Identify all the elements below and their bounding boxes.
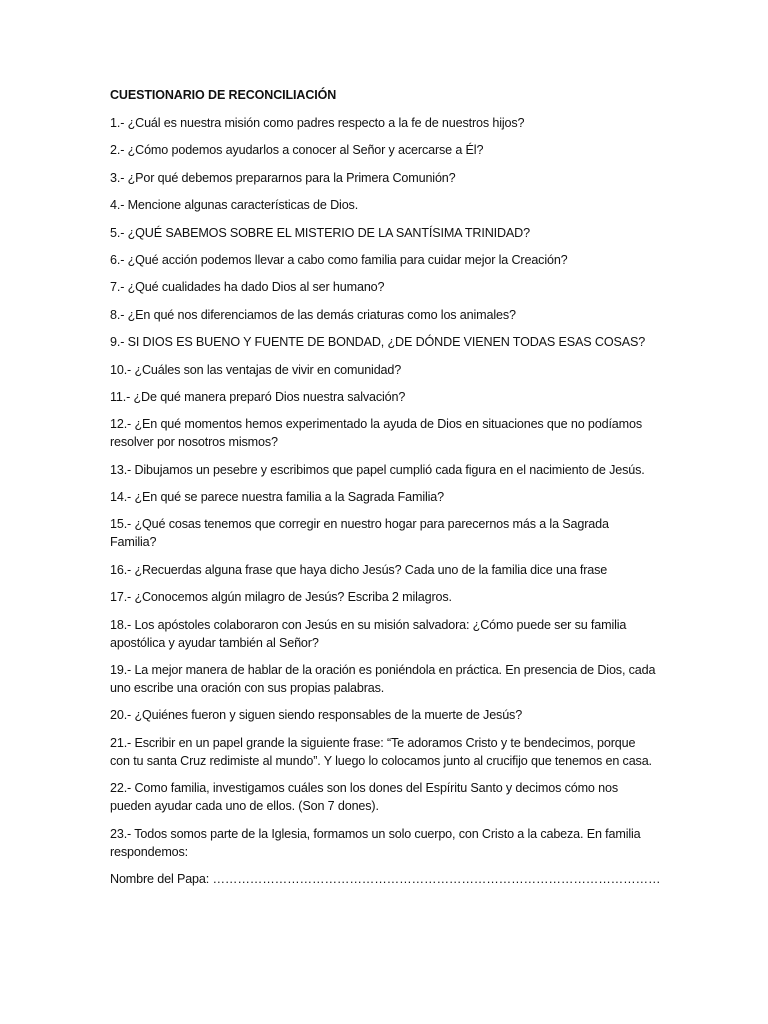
question-14: 14.- ¿En qué se parece nuestra familia a la Sagrada Familia? (110, 490, 445, 505)
question-5: 5.- ¿QUÉ SABEMOS SOBRE EL MISTERIO DE LA SANTÍSIMA TRINIDAD? (110, 225, 530, 240)
question-13: 13.- Dibujamos un pesebre y escribimos que papel cumplió cada figura en el nacimiento de Jesús. (110, 462, 645, 477)
question-8: 8.- ¿En qué nos diferenciamos de las demás criaturas como los animales? (110, 307, 516, 322)
question-2: 2.- ¿Cómo podemos ayudarlos a conocer al Señor y acercarse a Él? (110, 143, 484, 158)
question-12: 12.- ¿En qué momentos hemos experimentado la ayuda de Dios en situaciones que no podíamos resolver por nosotros mismos? (110, 417, 643, 450)
question-3: 3.- ¿Por qué debemos prepararnos para la Primera Comunión? (110, 170, 456, 185)
question-23: 23.- Todos somos parte de la Iglesia, formamos un solo cuerpo, con Cristo a la cabeza. En familia respondemos: (110, 826, 641, 859)
question-22: 22.- Como familia, investigamos cuáles son los dones del Espíritu Santo y decimos cómo nos pueden ayudar cada uno de ellos. (Son 7 dones). (110, 781, 618, 814)
question-1: 1.- ¿Cuál es nuestra misión como padres respecto a la fe de nuestros hijos? (110, 116, 525, 130)
question-10: 10.- ¿Cuáles son las ventajas de vivir en comunidad? (110, 362, 402, 377)
question-20: 20.- ¿Quiénes fueron y siguen siendo responsables de la muerte de Jesús? (110, 708, 523, 723)
question-7: 7.- ¿Qué cualidades ha dado Dios al ser humano? (110, 280, 385, 295)
signature-line: Nombre del Papa: ……………………………………………………………………………………………… (110, 871, 661, 886)
question-17: 17.- ¿Conocemos algún milagro de Jesús? Escriba 2 milagros. (110, 590, 452, 605)
document-title: CUESTIONARIO DE RECONCILIACIÓN (110, 88, 337, 102)
document-body (110, 87, 661, 888)
question-16: 16.- ¿Recuerdas alguna frase que haya dicho Jesús? Cada uno de la familia dice una frase (110, 562, 608, 577)
question-4: 4.- Mencione algunas características de Dios. (110, 198, 359, 213)
question-9: 9.- SI DIOS ES BUENO Y FUENTE DE BONDAD, ¿DE DÓNDE VIENEN TODAS ESAS COSAS? (110, 335, 646, 350)
question-15: 15.- ¿Qué cosas tenemos que corregir en nuestro hogar para parecernos más a la Sagrada Familia? (110, 517, 609, 550)
question-21: 21.- Escribir en un papel grande la siguiente frase: “Te adoramos Cristo y te bendecimos, porque con tu santa Cruz redimiste al mundo”. Y luego lo colocamos junto al crucifijo que tenemos en casa. (110, 735, 652, 768)
question-6: 6.- ¿Qué acción podemos llevar a cabo como familia para cuidar mejor la Creación? (110, 252, 568, 267)
question-19: 19.- La mejor manera de hablar de la oración es poniéndola en práctica. En presencia de Dios, cada uno escribe una oración con sus propias palabras. (110, 663, 656, 696)
question-18: 18.- Los apóstoles colaboraron con Jesús en su misión salvadora: ¿Cómo puede ser su familia apostólica y ayudar también al Señor? (110, 617, 627, 650)
question-11: 11.- ¿De qué manera preparó Dios nuestra salvación? (110, 389, 406, 404)
